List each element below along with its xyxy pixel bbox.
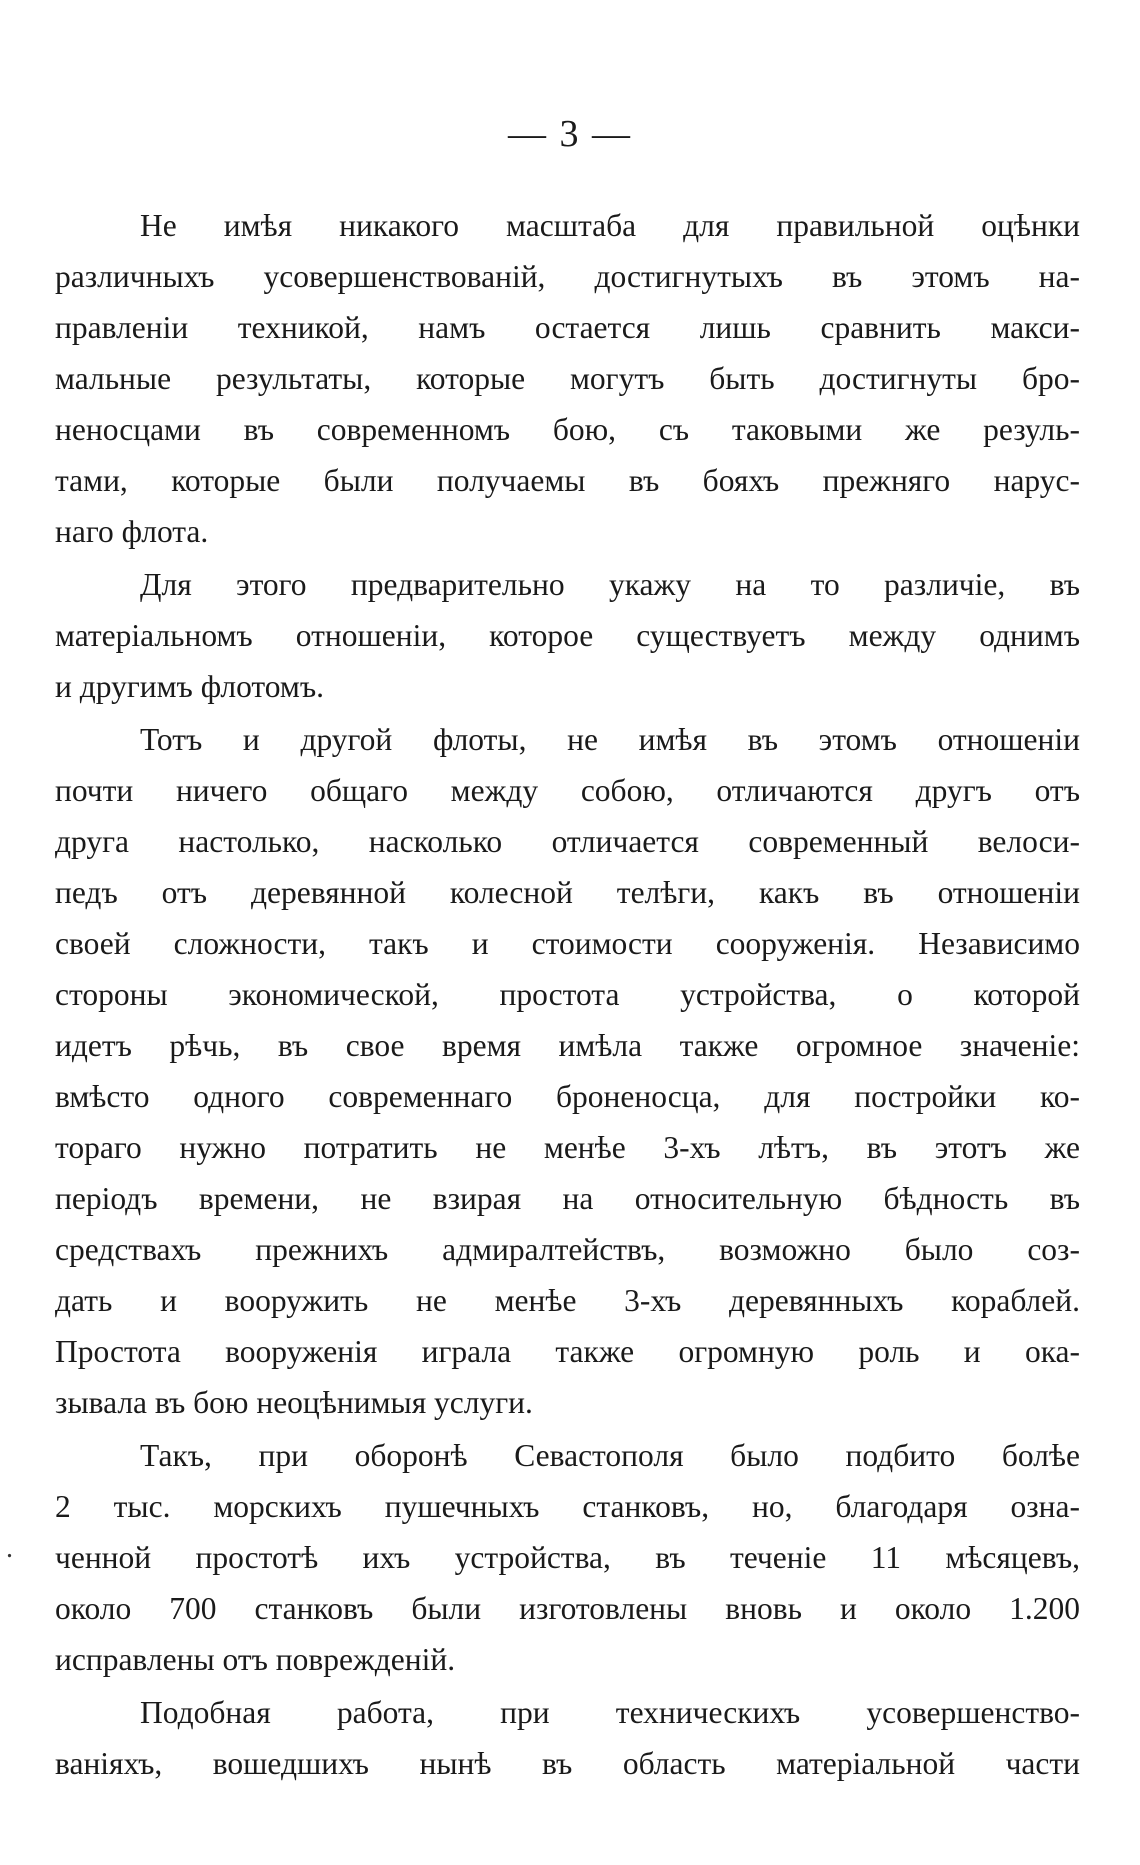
text-line: матеріальномъ отношеніи, которое существуетъ между однимъ: [55, 618, 1080, 653]
text-line: друга настолько, насколько отличается современный велоси-: [55, 824, 1080, 859]
text-line: ваніяхъ, вошедшихъ нынѣ въ область матеріальной части: [55, 1746, 1080, 1781]
text-line: своей сложности, такъ и стоимости сооруженія. Независимо: [55, 926, 1080, 961]
text-line: исправлены отъ поврежденій.: [55, 1642, 456, 1677]
text-line: Тотъ и другой флоты, не имѣя въ этомъ отношеніи: [140, 722, 1080, 757]
text-line: Подобная работа, при техническихъ усовершенство-: [140, 1695, 1080, 1730]
text-line: идетъ рѣчь, въ свое время имѣла также огромное значеніе:: [55, 1028, 1080, 1063]
text-line: Не имѣя никакого масштаба для правильной оцѣнки: [140, 208, 1080, 243]
text-line: вмѣсто одного современнаго броненосца, для постройки ко-: [55, 1079, 1080, 1114]
body-text: [55, 200, 1080, 1789]
text-line: ченной простотѣ ихъ устройства, въ теченіе 11 мѣсяцевъ,: [55, 1540, 1080, 1575]
text-line: тораго нужно потратить не менѣе 3-хъ лѣтъ, въ этотъ же: [55, 1130, 1080, 1165]
stray-print-mark: .: [6, 1533, 13, 1564]
text-line: стороны экономической, простота устройства, о которой: [55, 977, 1080, 1012]
text-line: періодъ времени, не взирая на относительную бѣдность въ: [55, 1181, 1080, 1216]
text-line: педъ отъ деревянной колесной телѣги, какъ въ отношеніи: [55, 875, 1080, 910]
text-line: зывала въ бою неоцѣнимыя услуги.: [55, 1385, 533, 1420]
text-line: почти ничего общаго между собою, отличаются другъ отъ: [55, 773, 1080, 808]
text-line: различныхъ усовершенствованій, достигнутыхъ въ этомъ на-: [55, 259, 1080, 294]
text-line: Такъ, при оборонѣ Севастополя было подбито болѣе: [140, 1438, 1080, 1473]
text-line: мальные результаты, которые могутъ быть достигнуты бро-: [55, 361, 1080, 396]
text-line: средствахъ прежнихъ адмиралтействъ, возможно было соз-: [55, 1232, 1080, 1267]
text-line: дать и вооружить не менѣе 3-хъ деревянныхъ кораблей.: [55, 1283, 1080, 1318]
text-line: наго флота.: [55, 514, 209, 549]
text-line: неносцами въ современномъ бою, съ таковыми же резуль-: [55, 412, 1080, 447]
text-line: тами, которые были получаемы въ бояхъ прежняго нарус-: [55, 463, 1080, 498]
text-line: правленіи техникой, намъ остается лишь сравнить макси-: [55, 310, 1080, 345]
page-number: — 3 —: [508, 113, 632, 155]
text-line: и другимъ флотомъ.: [55, 669, 324, 704]
text-line: Для этого предварительно укажу на то различіе, въ: [140, 567, 1080, 602]
text-line: 2 тыс. морскихъ пушечныхъ станковъ, но, благодаря озна-: [55, 1489, 1080, 1524]
text-line: Простота вооруженія играла также огромную роль и ока-: [55, 1334, 1080, 1369]
text-line: около 700 станковъ были изготовлены вновь и около 1.200: [55, 1591, 1080, 1626]
